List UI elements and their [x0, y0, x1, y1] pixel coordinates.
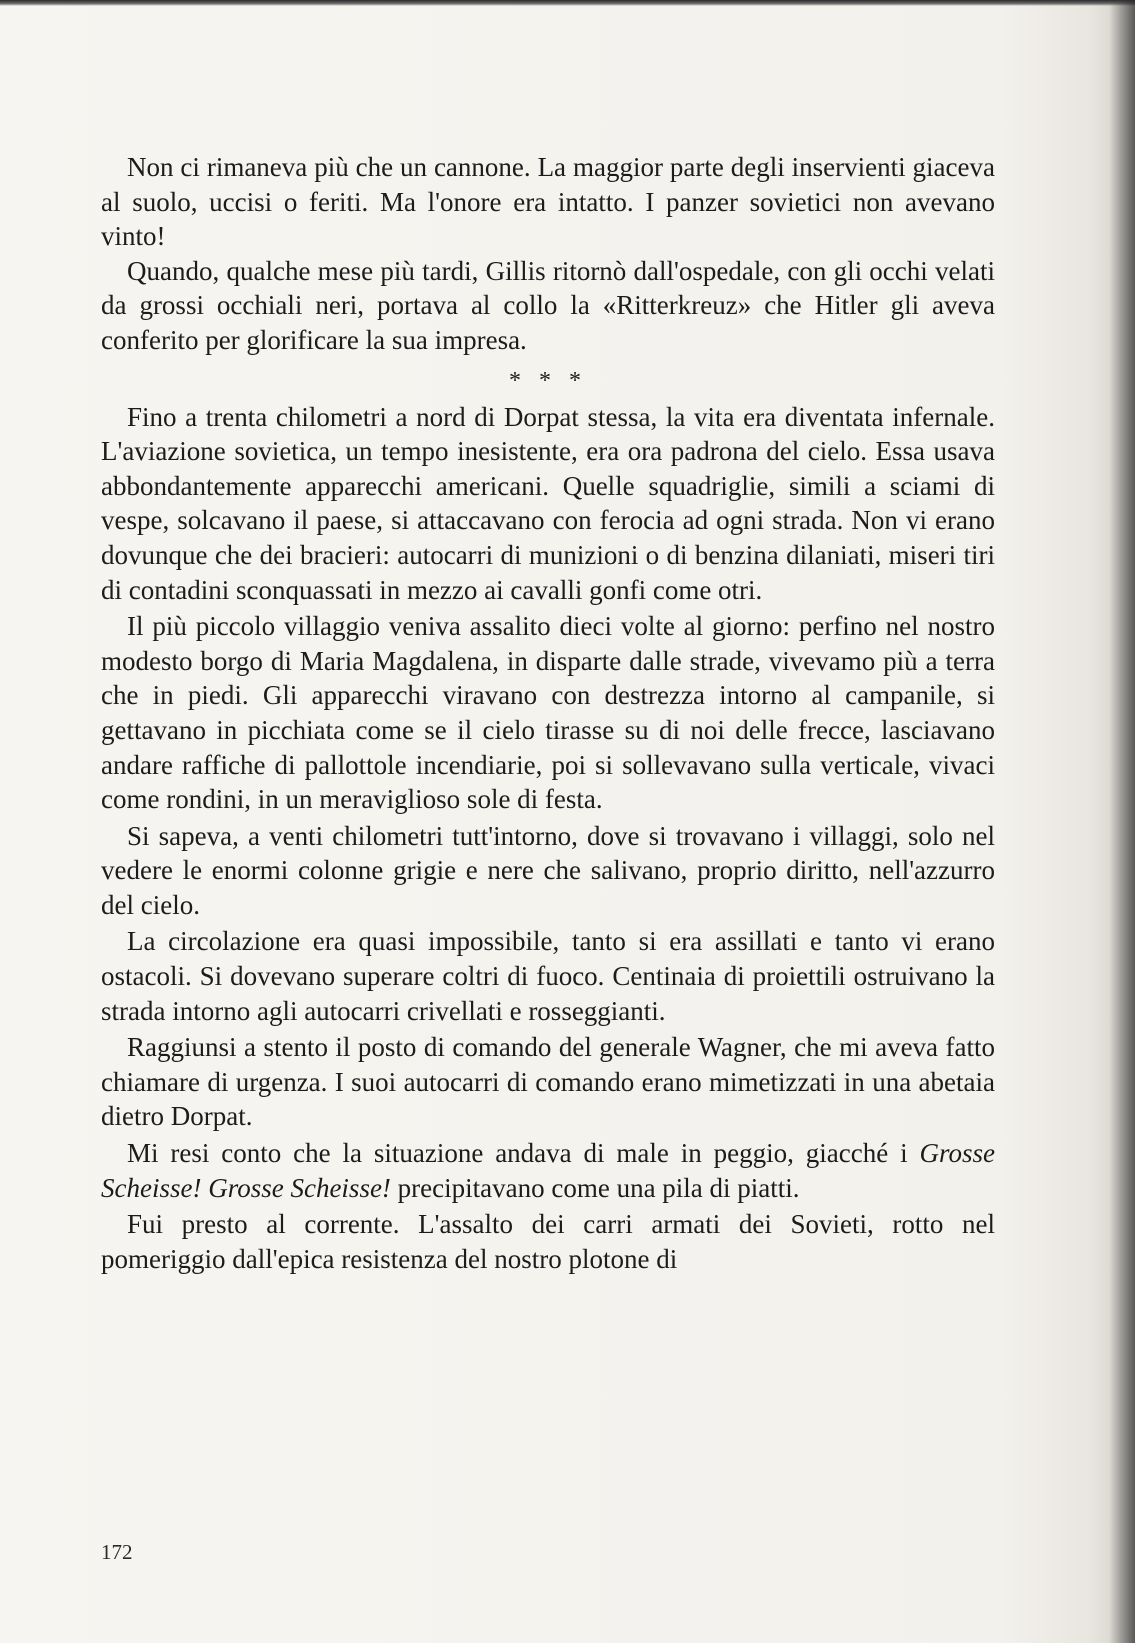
paragraph-1: Non ci rimaneva più che un cannone. La maggior parte degli inservienti giaceva al suolo, uccisi o feriti. Ma l'onore era intatto. I panzer sovietici non avevano vinto! [101, 152, 995, 252]
section-separator: * * * [509, 367, 587, 394]
paragraph-9: Fui presto al corrente. L'assalto dei carri armati dei Sovieti, rotto nel pomeriggio dall'epica resistenza del nostro plotone di [101, 1209, 995, 1274]
binding-shadow [1109, 0, 1135, 1643]
body-text [101, 150, 995, 1276]
paragraph-5: Si sapeva, a venti chilometri tutt'intorno, dove si trovavano i villaggi, solo nel vedere le enormi colonne grigie e nere che salivano, proprio diritto, nell'azzurro del cielo. [101, 820, 995, 920]
paragraph-7: Raggiunsi a stento il posto di comando del generale Wagner, che mi aveva fatto chiamare di urgenza. I suoi autocarri di comando erano mimetizzati in una abetaia dietro Dorpat. [101, 1032, 995, 1132]
paragraph-6: La circolazione era quasi impossibile, tanto si era assillati e tanto vi erano ostacoli. Si dovevano superare coltri di fuoco. Centinaia di proiettili ostruivano la strada intorno agli autocarri crivellati e rosseggianti. [101, 926, 995, 1026]
paragraph-2: Quando, qualche mese più tardi, Gillis ritornò dall'ospedale, con gli occhi velati da grossi occhiali neri, portava al collo la «Ritterkreuz» che Hitler gli aveva conferito per glorificare la sua impresa. [101, 255, 995, 355]
paragraph-8-before: Mi resi conto che la situazione andava di male in peggio, giacché i [127, 1138, 920, 1169]
top-edge-rule [0, 0, 1135, 6]
page-number: 172 [101, 1540, 133, 1564]
paragraph-8 [101, 1136, 995, 1205]
paragraph-3: Fino a trenta chilometri a nord di Dorpat stessa, la vita era diventata infernale. L'aviazione sovietica, un tempo inesistente, era ora padrona del cielo. Essa usava abbondantemente apparecchi americani. Quelle squadriglie, simili a sciami di vespe, solcavano il paese, si attaccavano con ferocia ad ogni strada. Non vi erano dovunque che dei bracieri: autocarri di munizioni o di benzina dilaniati, miseri tiri di contadini sconquassati in mezzo ai cavalli gonfi come otri. [101, 401, 995, 605]
paragraph-8-italic: Grosse Scheisse! Grosse Scheisse! [101, 1138, 995, 1203]
paragraph-8-after: precipitavano come una pila di piatti. [390, 1172, 800, 1203]
paragraph-4: Il più piccolo villaggio veniva assalito dieci volte al giorno: perfino nel nostro modesto borgo di Maria Magdalena, in disparte dalle strade, vivevamo più a terra che in piedi. Gli apparecchi viravano con destrezza intorno al campanile, si gettavano in picchiata come se il cielo tirasse su di noi delle frecce, lasciavano andare raffiche di pallottole incendiarie, poi si sollevavano sulla verticale, vivaci come rondini, in un meraviglioso sole di festa. [101, 611, 995, 815]
